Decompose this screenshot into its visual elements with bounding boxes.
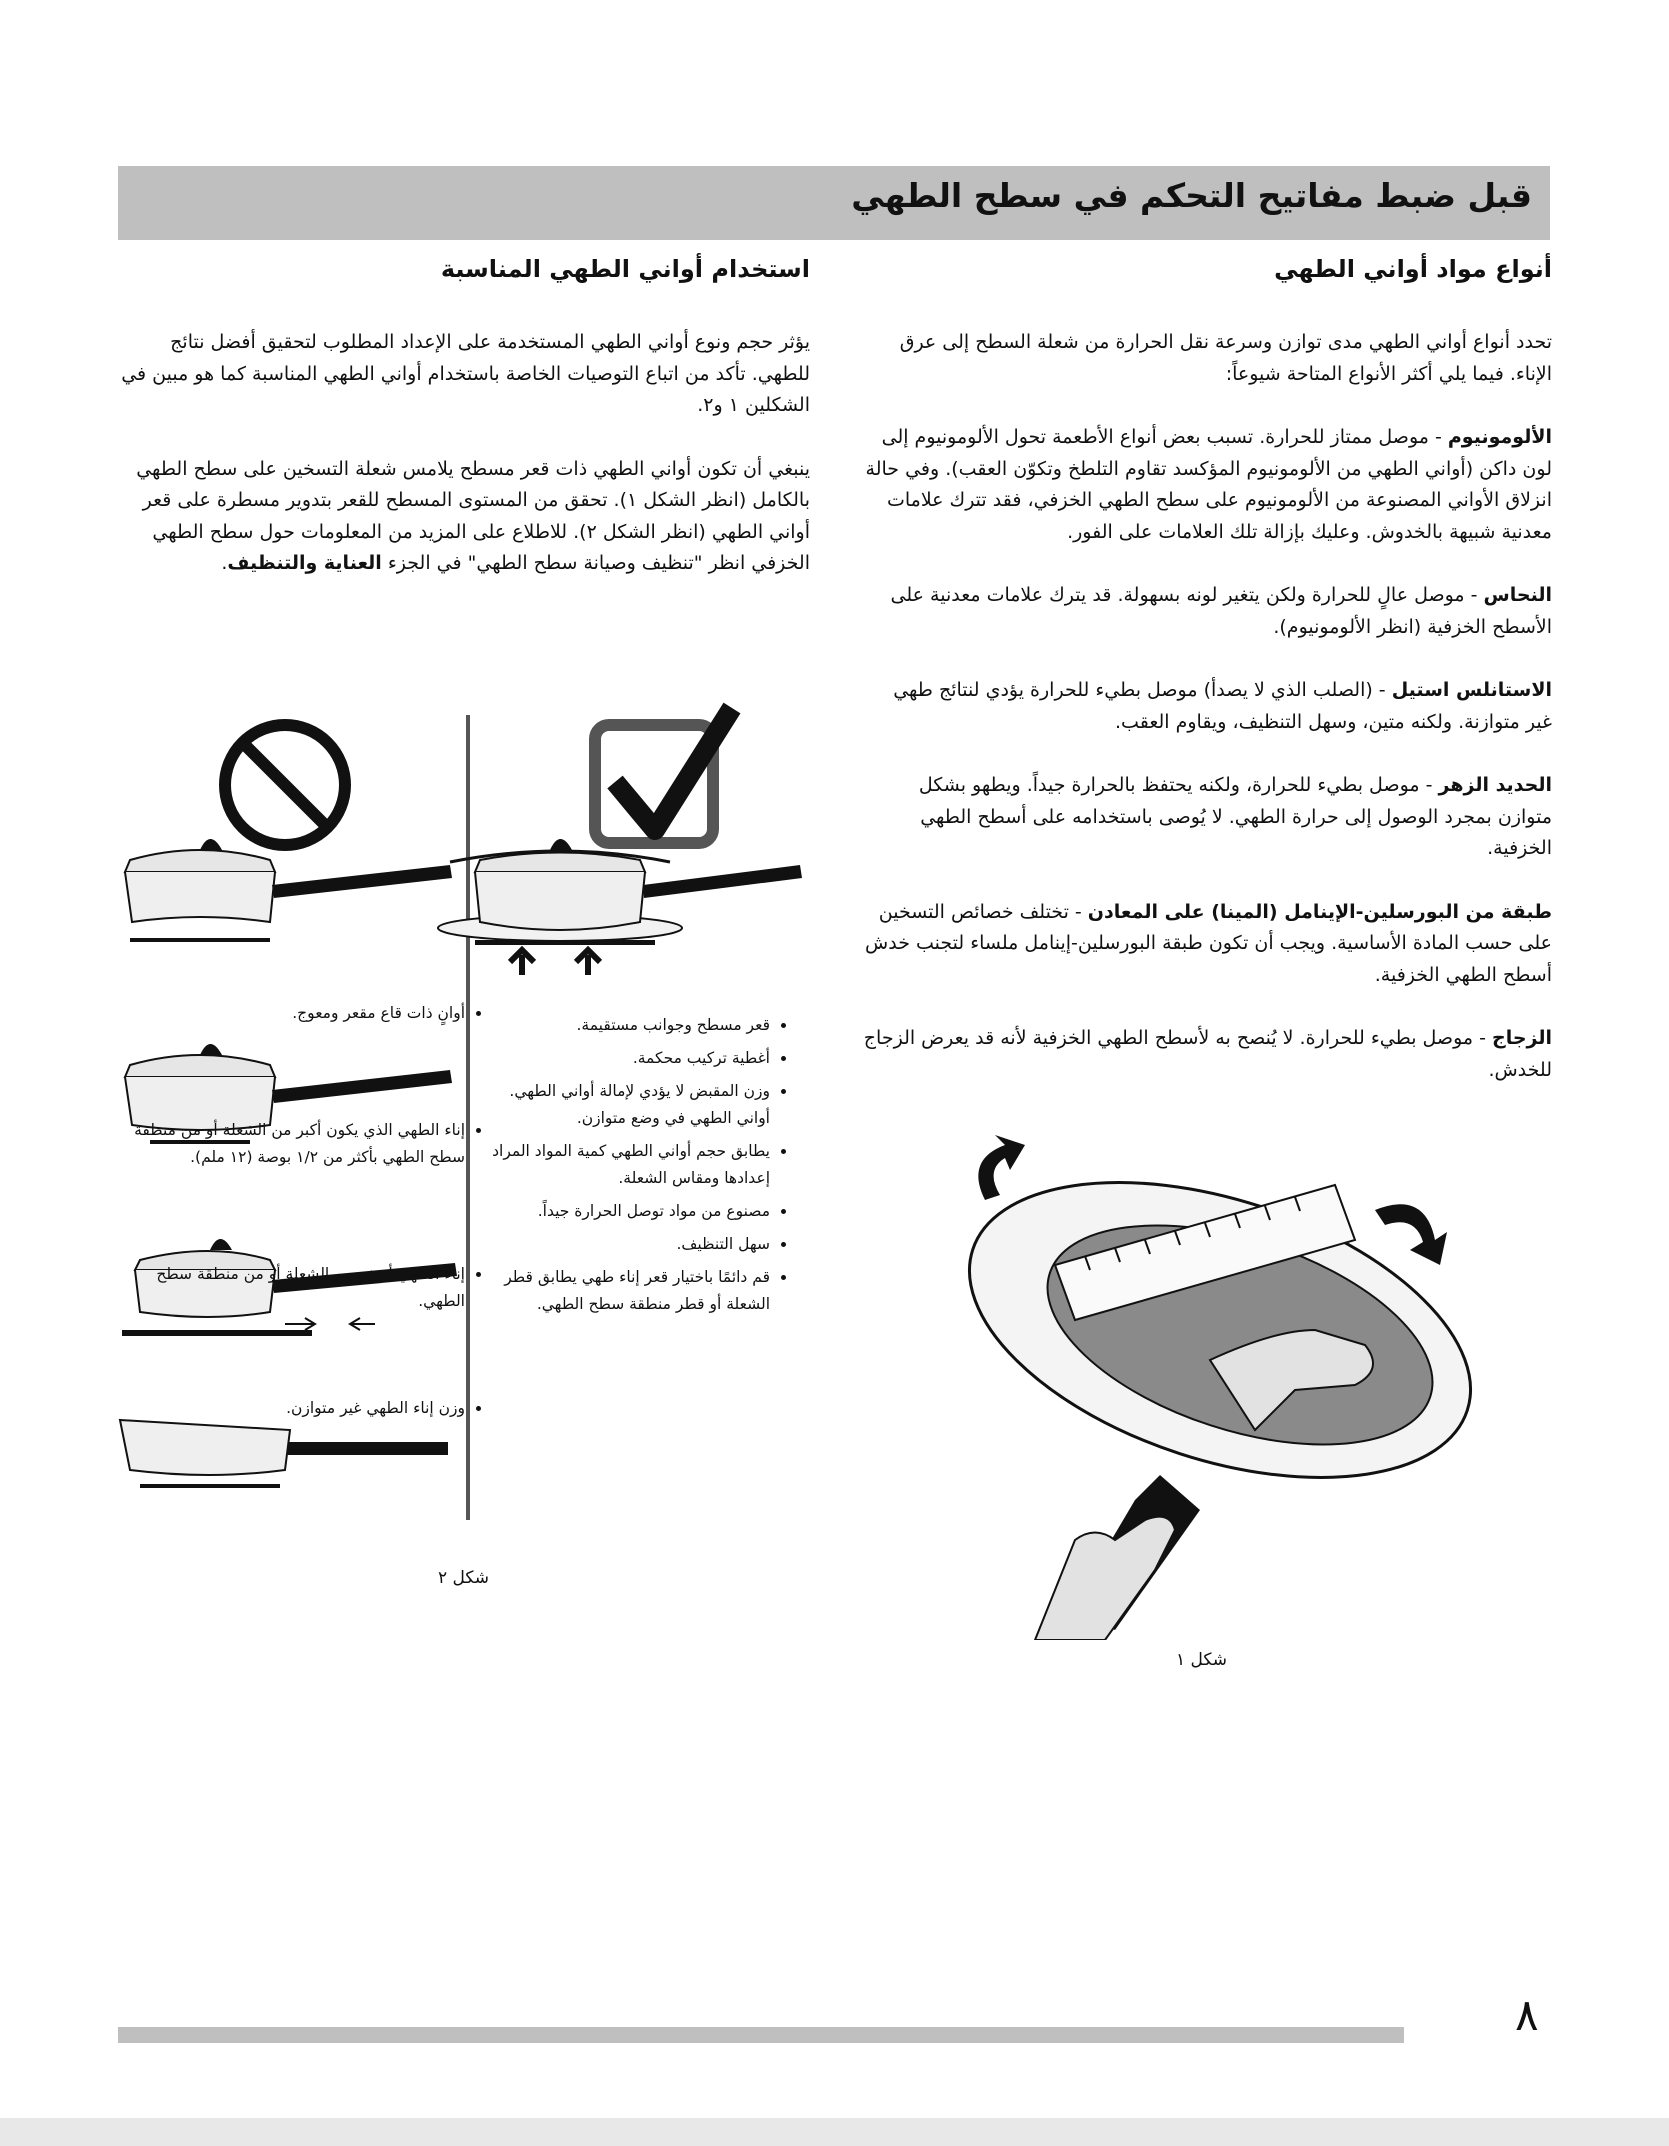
material-term: الزجاج	[1492, 1027, 1552, 1049]
checkmark-icon	[595, 708, 732, 843]
list-item: • مصنوع من مواد توصل الحرارة جيداً.	[478, 1198, 770, 1225]
proper-cookware-heading: استخدام أواني الطهي المناسبة	[440, 255, 810, 283]
material-text: - تختلف خصائص التسخين على حسب المادة الأساسية. ويجب أن تكون طبقة البورسلين-إينامل ملساء لتجنب خدش أسطح الطهي الخزفية.	[865, 900, 1552, 986]
left-column	[118, 255, 810, 612]
material-text: - موصل بطيء للحرارة. لا يُنصح به لأسطح الطهي الخزفية لأنه قد يعرض الزجاج للخدش.	[863, 1027, 1552, 1081]
header-bar	[118, 166, 1550, 240]
bottom-strip	[0, 2118, 1669, 2146]
material-text: - (الصلب الذي لا يصدأ) موصل بطيء للحرارة يؤدي لنتائج طهي غير متوازنة. ولكنه متين، وسهل التنظيف، ويقاوم العقب.	[893, 679, 1552, 733]
cookware-materials-heading: أنواع مواد أواني الطهي	[1274, 255, 1552, 283]
page-number: ٨	[1515, 1990, 1539, 2041]
list-item: • أوانٍ ذات قاع مقعر ومعوج.	[125, 1000, 465, 1027]
material-copper	[862, 580, 1552, 643]
material-term: النحاس	[1483, 584, 1552, 606]
rotate-arrow-icon	[1375, 1204, 1447, 1265]
list-item: • سهل التنظيف.	[478, 1231, 770, 1258]
footer-bar	[118, 2027, 1404, 2043]
material-term: الحديد الزهر	[1438, 774, 1552, 796]
prohibited-icon	[225, 725, 345, 845]
materials-intro: تحدد أنواع أواني الطهي مدى توازن وسرعة نقل الحرارة من شعلة السطح إلى عرق الإناء. فيما يلي أكثر الأنواع المتاحة شيوعاً:	[899, 331, 1552, 385]
list-item: • إناء الطهي الذي يكون أكبر من الشعلة أو من منطقة سطح الطهي بأكثر من ١/٢ بوصة (١٢ ملم).	[125, 1117, 465, 1171]
list-item: • إناء الطهي أصغر من الشعلة أو من منطقة سطح الطهي.	[125, 1261, 465, 1315]
para2-end: .	[221, 552, 228, 574]
care-cleaning-reference: العناية والتنظيف	[227, 552, 382, 574]
good-cookware-list	[478, 1012, 788, 1324]
material-text: - موصل عالٍ للحرارة ولكن يتغير لونه بسهولة. قد يترك علامات معدنية على الأسطح الخزفية (انظر الألومونيوم).	[890, 584, 1552, 638]
page-title: قبل ضبط مفاتيح التحكم في سطح الطهي	[851, 176, 1532, 215]
material-cast-iron	[862, 770, 1552, 865]
list-item: • وزن إناء الطهي غير متوازن.	[125, 1395, 465, 1422]
material-text: - موصل ممتاز للحرارة. تسبب بعض أنواع الأطعمة تحول الألومونيوم إلى لون داكن (أواني الطهي من الألومونيوم المؤكسد تقاوم التلطخ وتكوّن العقب). وفي حالة انزلاق الأواني المصنوعة من الألومونيوم على سطح الطهي الخزفي، فقد تترك علامات معدنية شبيهة بالخدوش. وعليك بإزالة تلك العلامات على الفور.	[865, 426, 1552, 543]
material-term: الألومونيوم	[1447, 426, 1552, 448]
material-term: طبقة من البورسلين-الإينامل (المينا) على المعادن	[1087, 900, 1552, 923]
right-column	[862, 255, 1552, 1118]
proper-cookware-para2	[118, 454, 810, 580]
figure-1-caption: شكل ١	[1176, 1650, 1228, 1670]
list-item: • قم دائمًا باختيار قعر إناء طهي يطابق قطر الشعلة أو قطر منطقة سطح الطهي.	[478, 1264, 770, 1318]
list-item: • قعر مسطح وجوانب مستقيمة.	[478, 1012, 770, 1039]
material-glass	[862, 1023, 1552, 1086]
good-pan-icon	[438, 839, 802, 975]
rotate-arrow-icon	[978, 1135, 1025, 1200]
lower-hand-icon	[1035, 1517, 1175, 1640]
material-porcelain-enamel	[862, 897, 1552, 992]
para2-text: ينبغي أن تكون أواني الطهي ذات قعر مسطح يلامس شعلة التسخين على سطح الطهي بالكامل (انظر الشكل ١). تحقق من المستوى المسطح للقعر بتدوير مسطرة على قعر أواني الطهي (انظر الشكل ٢). للاطلاع على المزيد من المعلومات حول سطح الطهي الخزفي انظر "تنظيف وصيانة سطح الطهي" في الجزء	[136, 457, 810, 574]
figure-2-caption: شكل ٢	[438, 1568, 490, 1588]
figure-1-illustration	[955, 1130, 1485, 1640]
material-text: - موصل بطيء للحرارة، ولكنه يحتفظ بالحرارة جيداً. ويطهو بشكل متوازن بمجرد الوصول إلى حرارة الطهي. لا يُوصى باستخدامه على أسطح الطهي الخزفية.	[918, 774, 1552, 859]
unbalanced-pan-icon	[120, 1420, 448, 1488]
proper-cookware-para1: يؤثر حجم ونوع أواني الطهي المستخدمة على الإعداد المطلوب لتحقيق أفضل نتائج للطهي. تأكد من اتباع التوصيات الخاصة باستخدام أواني الطهي المناسبة كما هو مبين في الشكلين ١ و٢.	[121, 331, 810, 416]
warped-pan-icon	[125, 839, 452, 942]
list-item: • يطابق حجم أواني الطهي كمية المواد المراد إعدادها ومقاس الشعلة.	[478, 1138, 770, 1192]
material-stainless	[862, 675, 1552, 738]
material-aluminum	[862, 422, 1552, 548]
list-item: • وزن المقبض لا يؤدي لإمالة أواني الطهي. أواني الطهي في وضع متوازن.	[478, 1078, 770, 1132]
material-term: الاستانلس استيل	[1391, 679, 1552, 701]
list-item: • أغطية تركيب محكمة.	[478, 1045, 770, 1072]
bad-cookware-list	[125, 1000, 483, 1428]
